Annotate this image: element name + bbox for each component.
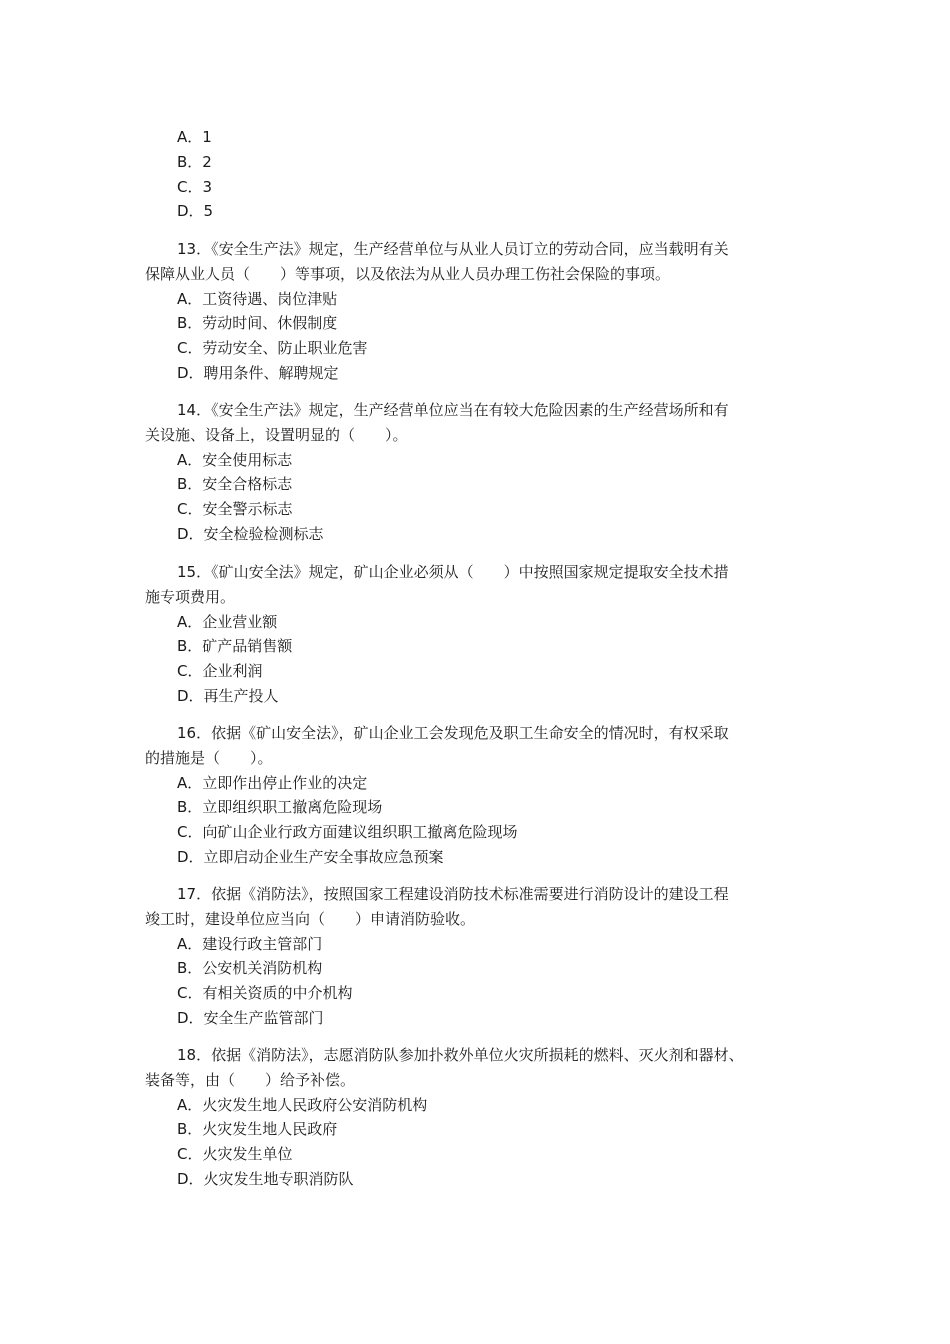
question-stem: 14．《安全生产法》规定，生产经营单位应当在有较大危险因素的生产经营场所和有	[177, 401, 729, 419]
option-a: A．1	[177, 128, 212, 146]
option-d: D．立即启动企业生产安全事故应急预案	[177, 847, 444, 866]
option-c: C．有相关资质的中介机构	[177, 984, 353, 1003]
question-stem-continued: 竣工时，建设单位应当向（ ）申请消防验收。	[145, 909, 476, 928]
option-a: A．立即作出停止作业的决定	[177, 773, 368, 792]
option-b: B．劳动时间、休假制度	[177, 314, 338, 333]
question-18	[145, 1043, 825, 1192]
option-b: B．安全合格标志	[177, 475, 293, 494]
question-stem-continued: 施专项费用。	[145, 587, 236, 606]
question-stem-continued: 的措施是（ ）。	[145, 748, 273, 767]
option-c: C．劳动安全、防止职业危害	[177, 339, 368, 358]
option-c: C．安全警示标志	[177, 500, 293, 519]
option-a: A．企业营业额	[177, 612, 278, 631]
option-c: C．向矿山企业行政方面建议组织职工撤离危险现场	[177, 823, 518, 842]
option-c: C．3	[177, 177, 213, 196]
option-d: D．聘用条件、解聘规定	[177, 363, 339, 382]
option-d: D．再生产投人	[177, 686, 279, 705]
question-stem: 17．依据《消防法》，按照国家工程建设消防技术标准需要进行消防设计的建设工程	[177, 885, 729, 903]
question-15	[145, 560, 825, 709]
question-stem-continued: 保障从业人员（ ）等事项，以及依法为从业人员办理工伤社会保险的事项。	[145, 264, 671, 283]
question-17	[145, 882, 825, 1031]
question-stem: 13．《安全生产法》规定，生产经营单位与从业人员订立的劳动合同，应当载明有关	[177, 240, 729, 258]
question-13	[145, 237, 825, 386]
question-stem-continued: 装备等，由（ ）给予补偿。	[145, 1070, 356, 1089]
question-stem: 18．依据《消防法》，志愿消防队参加扑救外单位火灾所损耗的燃料、灭火剂和器材、	[177, 1046, 744, 1064]
option-a: A．安全使用标志	[177, 450, 293, 469]
question-16	[145, 721, 825, 870]
question-14	[145, 398, 825, 547]
option-d: D．火灾发生地专职消防队	[177, 1169, 354, 1188]
question-stem-continued: 关设施、设备上，设置明显的（ ）。	[145, 425, 408, 444]
option-b: B．立即组织职工撤离危险现场	[177, 798, 383, 817]
option-d: D．5	[177, 202, 214, 221]
option-a: A．工资待遇、岗位津贴	[177, 289, 338, 308]
option-d: D．安全检验检测标志	[177, 524, 324, 543]
option-c: C．企业利润	[177, 662, 263, 681]
question-stem: 16．依据《矿山安全法》，矿山企业工会发现危及职工生命安全的情况时，有权采取	[177, 724, 729, 742]
option-b: B．公安机关消防机构	[177, 959, 323, 978]
option-b: B．火灾发生地人民政府	[177, 1120, 338, 1139]
option-c: C．火灾发生单位	[177, 1145, 293, 1164]
option-d: D．安全生产监管部门	[177, 1008, 324, 1027]
option-b: B．2	[177, 152, 212, 171]
option-b: B．矿产品销售额	[177, 637, 293, 656]
option-a: A．建设行政主管部门	[177, 934, 323, 953]
lead-options	[145, 125, 825, 224]
option-a: A．火灾发生地人民政府公安消防机构	[177, 1095, 428, 1114]
question-stem: 15．《矿山安全法》规定，矿山企业必须从（ ）中按照国家规定提取安全技术措	[177, 563, 729, 581]
